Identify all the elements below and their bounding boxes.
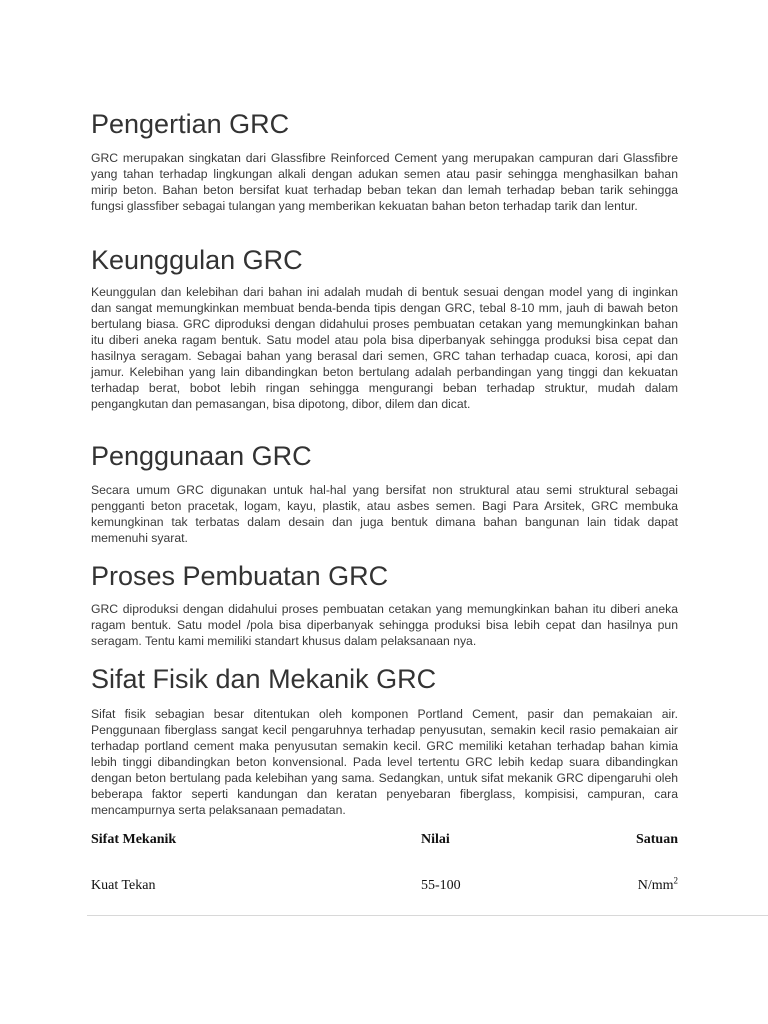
table-header-nilai: Nilai: [421, 832, 450, 847]
section-text-sifat: Sifat fisik sebagian besar ditentukan oleh komponen Portland Cement, pasir dan pemakaian air. Penggunaan fiberglass sangat kecil pengaruhnya terhadap penyusutan, semakin kecil rasio pemakaian air terhadap portland cement maka penyusutan semakin kecil. GRC memiliki ketahan terhadap bahan kimia lebih tinggi dibandingkan beton konvensional. Pada level tertentu GRC lebih kedap suara dibandingkan dengan beton bertulang pada kelebihan yang sama. Sedangkan, untuk sifat mekanik GRC dipengaruhi oleh beberapa faktor seperti kandungan dan keratan penyebaran fiberglass, kompisisi, campuran, cara mencampurnya serta pelaksanaan pemadatan.: [91, 707, 678, 817]
section-text-pengertian: GRC merupakan singkatan dari Glassfibre Reinforced Cement yang merupakan campuran dari Glassfibre yang tahan terhadap lingkungan alkali dengan adukan semen atau pasir sehingga menghasilkan bahan mirip beton. Bahan beton bersifat kuat terhadap beban tekan dan lemah terhadap beban tarik sehingga fungsi glassfiber sebagai tulangan yang memberikan kekuatan bahan beton terhadap tarik dan lentur.: [91, 151, 678, 213]
section-title-sifat: Sifat Fisik dan Mekanik GRC: [91, 664, 437, 694]
table-cell-unit-base: N/mm: [637, 878, 674, 893]
table-header-satuan: Satuan: [635, 832, 678, 847]
table-cell-unit-superscript: 2: [673, 875, 678, 886]
table-cell-unit: [637, 875, 678, 894]
section-title-proses: Proses Pembuatan GRC: [91, 561, 389, 591]
section-title-penggunaan: Penggunaan GRC: [91, 441, 312, 471]
page-divider: [87, 915, 768, 916]
table-cell-property: Kuat Tekan: [91, 878, 156, 893]
section-text-proses: GRC diproduksi dengan didahului proses pembuatan cetakan yang memungkinkan bahan itu diberi aneka ragam bentuk. Satu model /pola bisa diperbanyak sehingga produksi bisa lebih cepat dan hasilnya pun seragam. Tentu kami memiliki standart khusus dalam pelaksanaan nya.: [91, 602, 678, 648]
section-text-keunggulan: Keunggulan dan kelebihan dari bahan ini adalah mudah di bentuk sesuai dengan model yang di inginkan dan sangat memungkinkan membuat benda-benda tipis dengan GRC, tebal 8-10 mm, jauh di bawah beton bertulang biasa. GRC diproduksi dengan didahului proses pembuatan cetakan yang memungkinkan bahan itu diberi aneka ragam bentuk. Satu model atau pola bisa diperbanyak sehingga produksi bisa cepat dan hasilnya seragam. Sebagai bahan yang berasal dari semen, GRC tahan terhadap cuaca, korosi, api dan jamur. Kelebihan yang lain dibandingkan beton bertulang adalah perbandingan yang tinggi dan kekuatan terhadap berat, bobot lebih ringan sehingga mengurangi beban terhadap struktur, mudah dalam pengangkutan dan pemasangan, bisa dipotong, dibor, dilem dan dicat.: [91, 285, 678, 411]
section-title-pengertian: Pengertian GRC: [91, 109, 290, 139]
table-header-sifat-mekanik: Sifat Mekanik: [91, 832, 177, 847]
table-cell-value: 55-100: [421, 878, 461, 893]
section-title-keunggulan: Keunggulan GRC: [91, 245, 303, 275]
section-text-penggunaan: Secara umum GRC digunakan untuk hal-hal yang bersifat non struktural atau semi struktural sebagai pengganti beton pracetak, logam, kayu, plastik, atau asbes semen. Bagi Para Arsitek, GRC membuka kemungkinan tak terbatas dalam desain dan juga bentuk dimana bahan bangunan lain tidak dapat memenuhi syarat.: [91, 483, 678, 545]
